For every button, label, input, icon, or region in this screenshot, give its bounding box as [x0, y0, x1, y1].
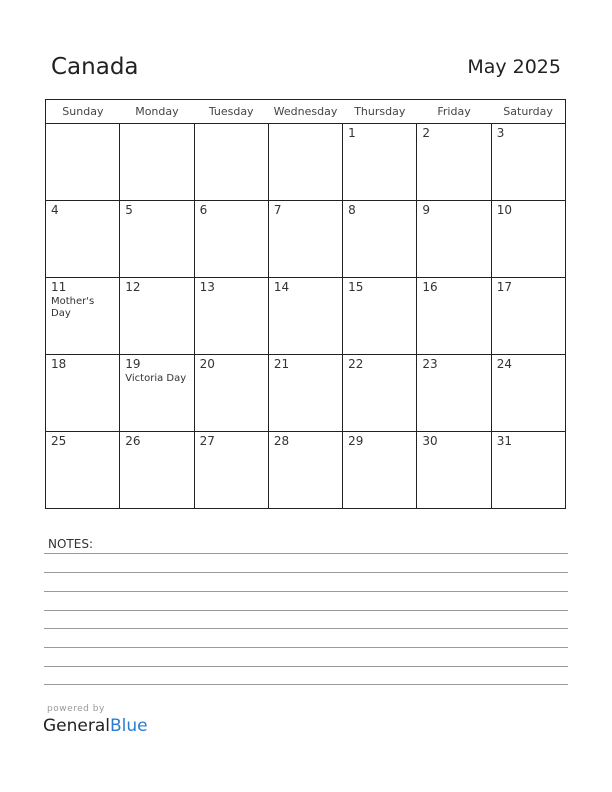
day-cell[interactable] — [194, 355, 268, 432]
holiday-label: Mother's Day — [51, 296, 95, 319]
day-cell[interactable] — [194, 432, 268, 509]
day-cell[interactable] — [343, 201, 417, 278]
holiday-label: Victoria Day — [125, 373, 187, 384]
day-cell[interactable] — [268, 124, 342, 201]
day-number: 28 — [273, 434, 290, 448]
day-number: 5 — [125, 203, 133, 217]
week-row — [46, 124, 566, 201]
month-title: May 2025 — [467, 56, 561, 78]
day-cell[interactable] — [194, 201, 268, 278]
country-title: Canada — [51, 54, 139, 80]
brand-general: General — [43, 716, 110, 736]
day-number: 7 — [273, 203, 282, 217]
day-cell[interactable] — [120, 432, 194, 509]
notes-line — [44, 666, 568, 667]
day-cell[interactable] — [120, 124, 194, 201]
day-number: 10 — [496, 203, 512, 217]
notes-line — [44, 572, 568, 573]
day-cell[interactable] — [46, 432, 120, 509]
day-number: 31 — [496, 434, 512, 448]
day-cell[interactable] — [343, 432, 417, 509]
day-number: 11 — [51, 280, 67, 294]
day-cell[interactable] — [417, 124, 491, 201]
day-number: 25 — [51, 434, 67, 448]
day-number: 24 — [496, 357, 512, 371]
day-number: 27 — [199, 434, 215, 448]
weekday-wednesday: Wednesday — [268, 100, 342, 124]
day-number: 22 — [348, 357, 364, 371]
day-cell[interactable] — [194, 124, 268, 201]
notes-line — [44, 610, 568, 611]
weekday-thursday: Thursday — [343, 100, 417, 124]
week-row — [46, 201, 566, 278]
day-number: 12 — [125, 280, 141, 294]
notes-line — [44, 647, 568, 648]
day-cell[interactable] — [417, 432, 491, 509]
day-cell[interactable] — [268, 432, 342, 509]
day-number: 20 — [199, 357, 215, 371]
day-cell[interactable] — [46, 278, 120, 355]
day-cell[interactable] — [491, 124, 565, 201]
day-number: 23 — [422, 357, 438, 371]
calendar-grid — [45, 99, 566, 509]
day-number: 15 — [348, 280, 364, 294]
day-cell[interactable] — [46, 124, 120, 201]
day-cell[interactable] — [120, 201, 194, 278]
notes-line — [44, 684, 568, 685]
powered-by-text: powered by — [47, 704, 105, 714]
day-cell[interactable] — [268, 278, 342, 355]
day-number: 26 — [125, 434, 141, 448]
day-number: 3 — [496, 126, 505, 140]
day-number: 19 — [125, 357, 141, 371]
notes-line — [44, 553, 568, 554]
day-cell[interactable] — [491, 278, 565, 355]
day-cell[interactable] — [343, 124, 417, 201]
weekday-saturday: Saturday — [491, 100, 565, 124]
day-cell[interactable] — [194, 278, 268, 355]
day-number: 6 — [199, 203, 208, 217]
day-number: 29 — [348, 434, 364, 448]
weekday-tuesday: Tuesday — [194, 100, 268, 124]
notes-line — [44, 628, 568, 629]
week-row — [46, 355, 566, 432]
weekday-monday: Monday — [120, 100, 194, 124]
day-number: 2 — [422, 126, 431, 140]
day-cell[interactable] — [120, 278, 194, 355]
day-cell[interactable] — [417, 278, 491, 355]
notes-label: NOTES: — [48, 537, 93, 551]
day-cell[interactable] — [491, 201, 565, 278]
notes-line — [44, 591, 568, 592]
day-number: 21 — [273, 357, 290, 371]
generalblue-logo[interactable] — [43, 716, 148, 736]
day-cell[interactable] — [343, 355, 417, 432]
day-cell[interactable] — [343, 278, 417, 355]
day-cell[interactable] — [268, 355, 342, 432]
day-number: 16 — [422, 280, 438, 294]
day-cell[interactable] — [491, 355, 565, 432]
day-cell[interactable] — [491, 432, 565, 509]
day-number: 9 — [422, 203, 431, 217]
day-cell[interactable] — [268, 201, 342, 278]
day-number: 14 — [273, 280, 290, 294]
weekday-sunday: Sunday — [46, 100, 120, 124]
day-number: 13 — [199, 280, 215, 294]
brand-blue: Blue — [110, 716, 148, 736]
day-cell[interactable] — [120, 355, 194, 432]
day-cell[interactable] — [417, 355, 491, 432]
day-cell[interactable] — [417, 201, 491, 278]
weekday-friday: Friday — [417, 100, 491, 124]
day-number: 17 — [496, 280, 512, 294]
day-number: 1 — [348, 126, 356, 140]
day-number: 8 — [348, 203, 356, 217]
day-number: 4 — [51, 203, 59, 217]
day-number: 30 — [422, 434, 438, 448]
weekday-header-row — [46, 100, 566, 124]
day-cell[interactable] — [46, 355, 120, 432]
day-cell[interactable] — [46, 201, 120, 278]
day-number: 18 — [51, 357, 67, 371]
week-row — [46, 432, 566, 509]
week-row — [46, 278, 566, 355]
